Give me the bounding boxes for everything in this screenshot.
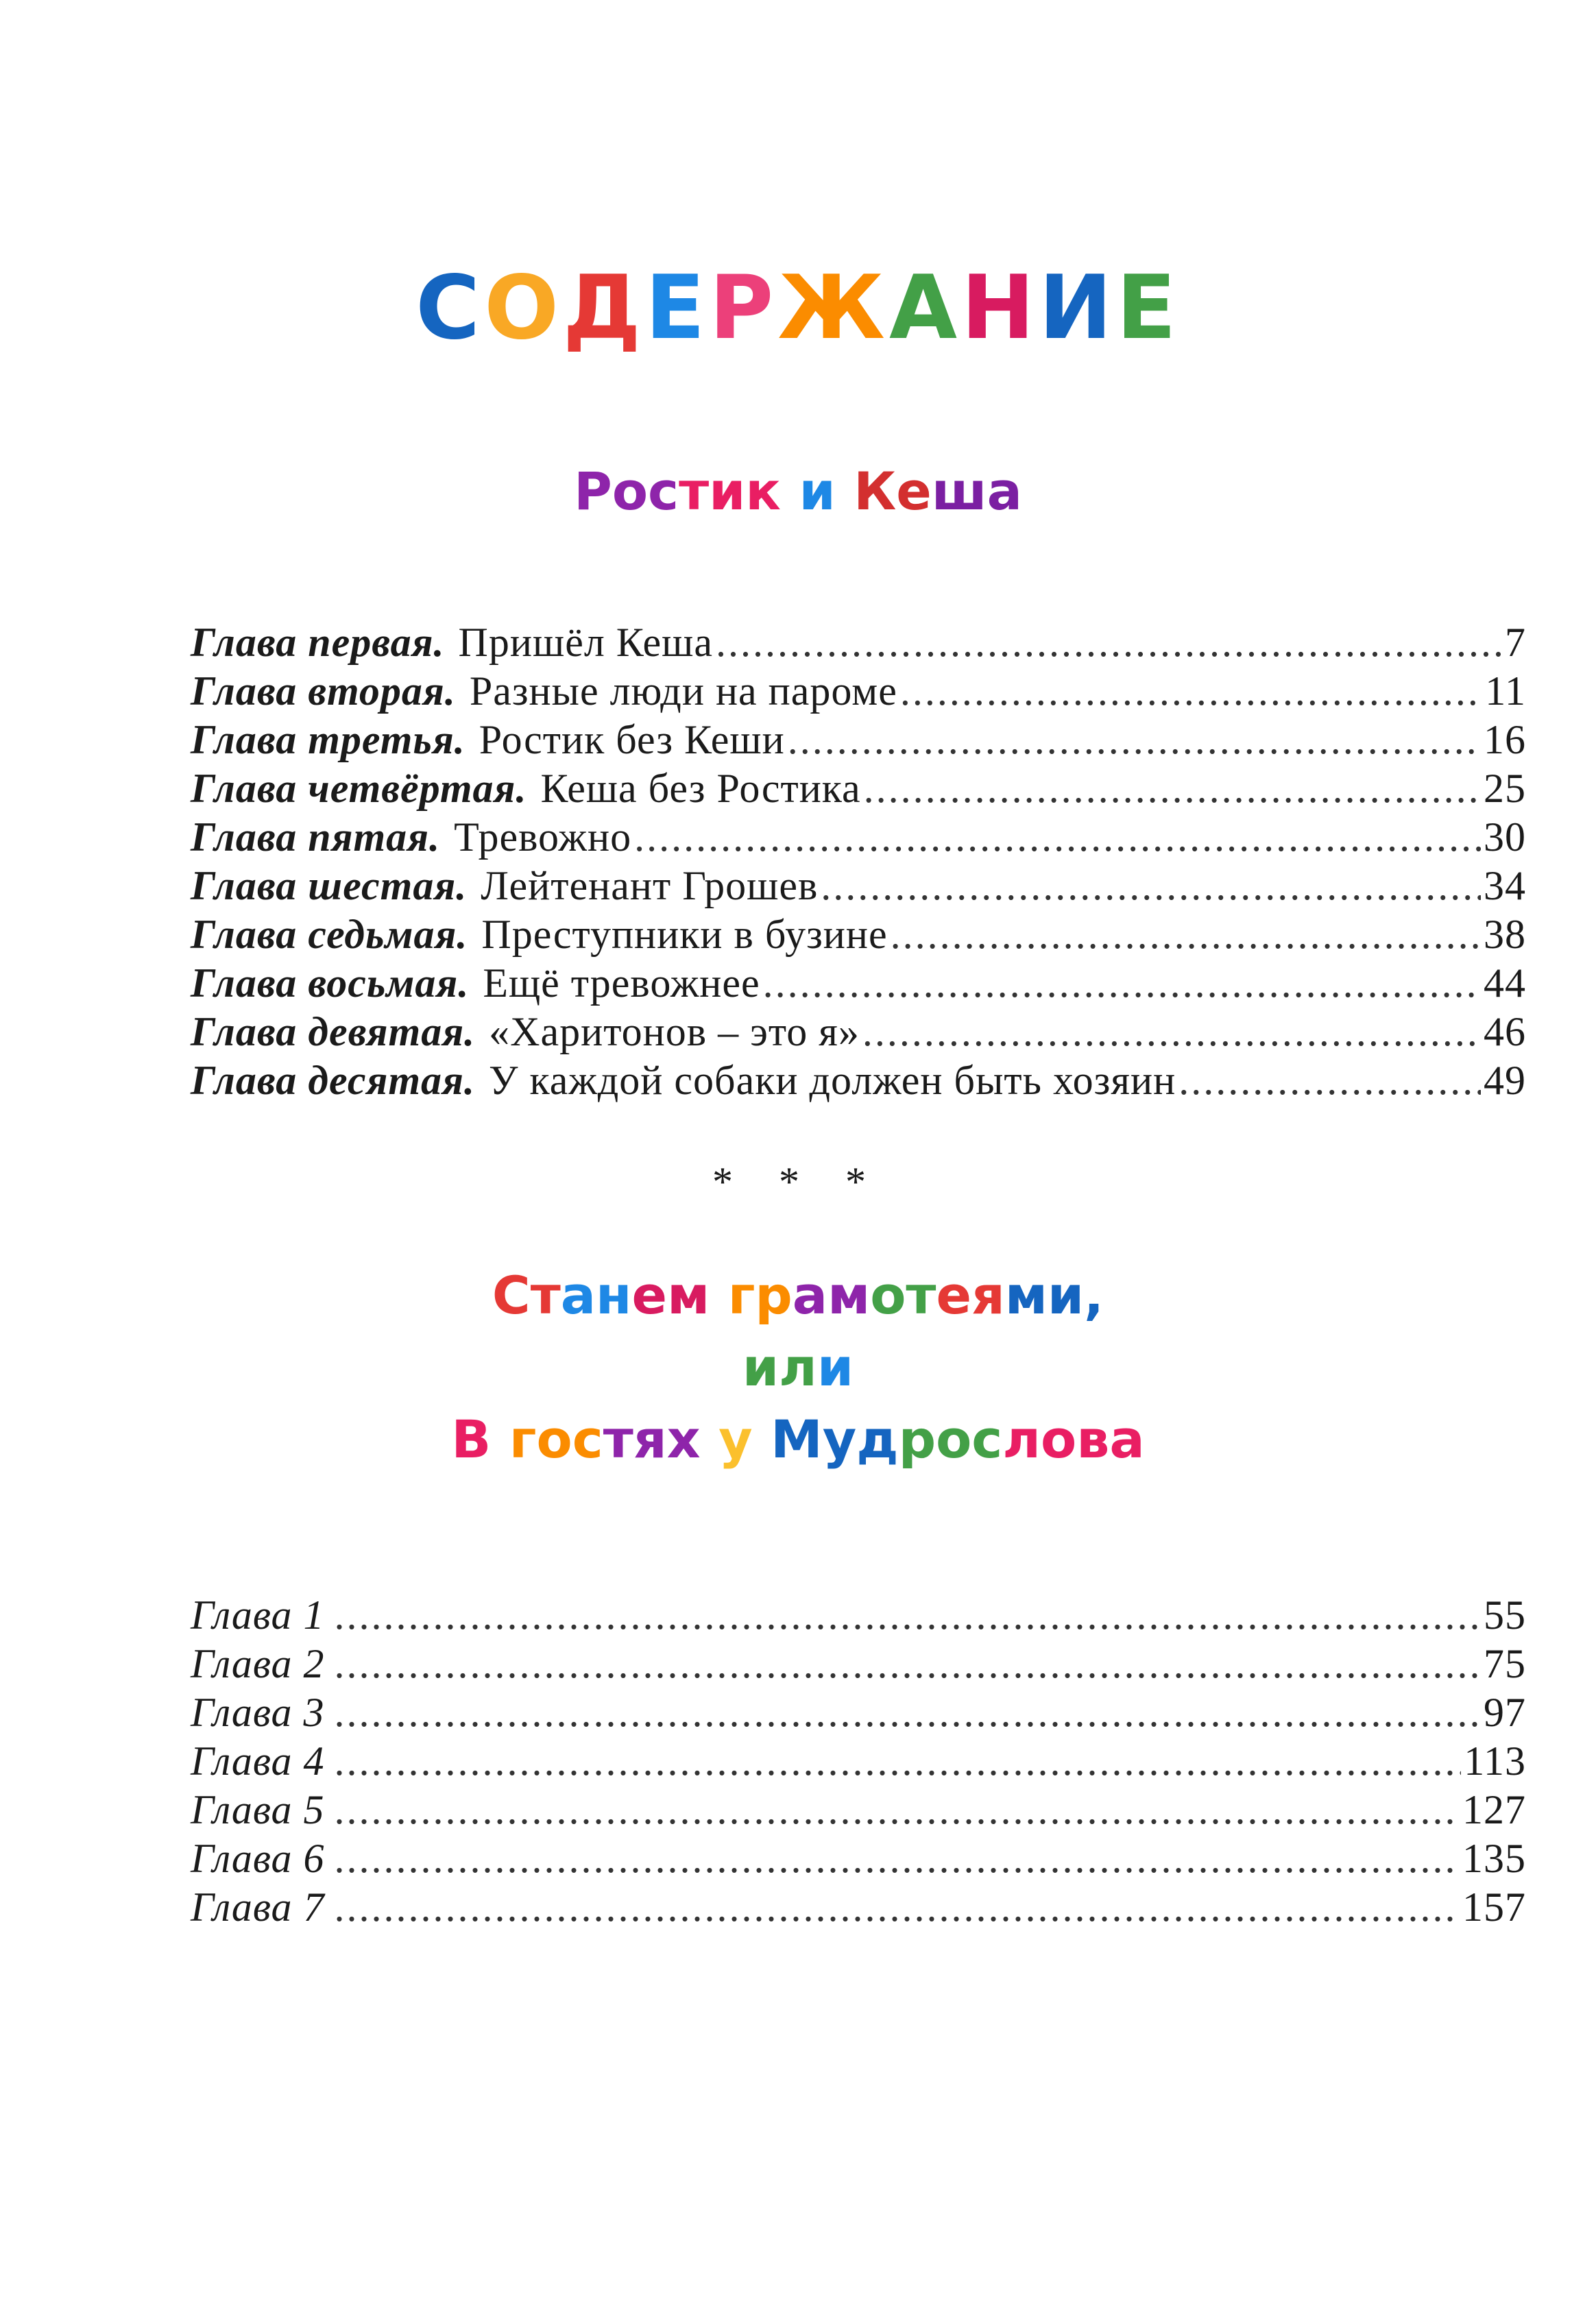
title-letter: Е (1116, 256, 1181, 359)
chapter-name: Пришёл Кеша (458, 620, 713, 665)
section-title-rostik-i-kesha (0, 456, 1596, 528)
title-fragment (753, 1409, 771, 1470)
chapter-name: Тревожно (454, 814, 632, 860)
toc-entry[interactable] (191, 1834, 1526, 1883)
title-fragment: у (718, 1408, 753, 1470)
title-fragment: ан (560, 1265, 632, 1326)
toc-entry[interactable] (191, 618, 1526, 667)
dot-leader (334, 1591, 1481, 1640)
page-number: 127 (1462, 1787, 1526, 1832)
chapter-name: Кеша без Ростика (540, 766, 861, 811)
chapter-label: Глава 7 (191, 1884, 325, 1930)
title-letter: О (484, 256, 564, 359)
title-fragment: и (799, 461, 836, 522)
chapter-label: Глава десятая. (191, 1058, 475, 1103)
title-fragment: ея (936, 1265, 1005, 1326)
title-fragment: Муд (771, 1408, 899, 1470)
dot-leader (821, 862, 1481, 910)
title-fragment: лова (1002, 1408, 1145, 1470)
toc-entry[interactable] (191, 1883, 1526, 1932)
title-letter: С (415, 256, 485, 359)
chapter-name: Ещё тревожнее (483, 960, 760, 1006)
section2-title-line (0, 1332, 1596, 1404)
page-number: 75 (1484, 1641, 1526, 1686)
title-fragment: ми, (1004, 1265, 1104, 1326)
title-fragment: рос (898, 1408, 1003, 1470)
chapter-label: Глава 1 (191, 1592, 325, 1638)
title-fragment: и (817, 1336, 854, 1398)
title-fragment: Рос (574, 461, 679, 522)
page-number: 113 (1464, 1738, 1526, 1784)
chapter-label: Глава вторая. (191, 668, 456, 714)
title-fragment: ем (631, 1265, 710, 1326)
title-fragment: В (451, 1408, 492, 1470)
dot-leader (634, 813, 1481, 862)
page-number: 55 (1484, 1592, 1526, 1638)
title-fragment: тях (603, 1408, 701, 1470)
toc-entry[interactable] (191, 1640, 1526, 1688)
dot-leader (891, 910, 1481, 959)
page-number: 38 (1484, 912, 1526, 957)
page-number: 135 (1462, 1836, 1526, 1881)
title-fragment: гр (727, 1265, 793, 1326)
chapter-label: Глава восьмая. (191, 960, 470, 1006)
chapter-label: Глава пятая. (191, 814, 441, 860)
title-letter: А (888, 256, 962, 359)
toc-entry[interactable] (191, 764, 1526, 813)
page-number: 49 (1484, 1058, 1526, 1103)
toc-entry[interactable] (191, 862, 1526, 910)
page-number: 34 (1484, 863, 1526, 908)
toc-entry[interactable] (191, 1591, 1526, 1640)
dot-leader (788, 716, 1481, 764)
chapter-label: Глава 5 (191, 1787, 325, 1832)
title-fragment (701, 1409, 718, 1470)
title-letter: Е (645, 256, 710, 359)
chapter-label: Глава седьмая. (191, 912, 468, 957)
chapter-name: Ростик без Кеши (479, 717, 785, 762)
chapter-name: Лейтенант Грошев (481, 863, 819, 908)
toc-entry[interactable] (191, 1688, 1526, 1737)
chapter-name: «Харитонов – это я» (489, 1009, 860, 1054)
toc-section-1 (191, 618, 1526, 1105)
page-title (0, 256, 1596, 359)
toc-entry[interactable] (191, 813, 1526, 862)
section-title-stanem-gramoteyami (0, 1260, 1596, 1476)
dot-leader (900, 667, 1482, 716)
chapter-name: У каждой собаки должен быть хозяин (488, 1058, 1176, 1103)
chapter-name: Разные люди на пароме (469, 668, 897, 714)
page-number: 157 (1462, 1884, 1526, 1930)
dot-leader (334, 1883, 1460, 1932)
page-number: 97 (1484, 1690, 1526, 1735)
toc-entry[interactable] (191, 1008, 1526, 1056)
toc-entry[interactable] (191, 910, 1526, 959)
section2-title-line (0, 1404, 1596, 1476)
page-number: 7 (1505, 620, 1526, 665)
title-fragment: от (870, 1265, 936, 1326)
title-fragment (836, 461, 854, 522)
dot-leader (334, 1834, 1460, 1883)
title-fragment: ил (742, 1336, 817, 1398)
title-fragment (710, 1265, 727, 1326)
title-letter: Д (563, 256, 646, 359)
title-letter: Н (961, 256, 1039, 359)
chapter-name: Преступники в бузине (481, 912, 888, 957)
title-fragment: ша (931, 461, 1022, 522)
title-letter: И (1039, 256, 1117, 359)
dot-leader (864, 764, 1481, 813)
dot-leader (334, 1640, 1481, 1688)
title-fragment: Ке (854, 461, 932, 522)
chapter-label: Глава 6 (191, 1836, 325, 1881)
title-fragment: тик (679, 461, 781, 522)
dot-leader (862, 1008, 1481, 1056)
dot-leader (334, 1786, 1460, 1834)
toc-entry[interactable] (191, 667, 1526, 716)
page-number: 46 (1484, 1009, 1526, 1054)
title-fragment: ам (792, 1265, 871, 1326)
toc-entry[interactable] (191, 959, 1526, 1008)
page-number: 44 (1484, 960, 1526, 1006)
page-number: 30 (1484, 814, 1526, 860)
chapter-label: Глава 3 (191, 1690, 325, 1735)
chapter-label: Глава девятая. (191, 1009, 476, 1054)
title-fragment: гос (509, 1408, 603, 1470)
page-number: 16 (1484, 717, 1526, 762)
title-fragment (781, 461, 799, 522)
title-letter: Р (709, 256, 778, 359)
page-number: 11 (1485, 668, 1526, 714)
dot-leader (334, 1737, 1461, 1786)
title-fragment: Ст (492, 1265, 561, 1326)
toc-entry[interactable] (191, 1737, 1526, 1786)
page-number: 25 (1484, 766, 1526, 811)
dot-leader (716, 618, 1502, 667)
section1-title-line (0, 456, 1596, 528)
chapter-label: Глава первая. (191, 620, 445, 665)
chapter-label: Глава четвёртая. (191, 766, 527, 811)
section-separator: * * * (712, 1159, 884, 1204)
chapter-label: Глава шестая. (191, 863, 468, 908)
chapter-label: Глава третья. (191, 717, 466, 762)
section2-title-line (0, 1260, 1596, 1332)
chapter-label: Глава 2 (191, 1641, 325, 1686)
chapter-label: Глава 4 (191, 1738, 325, 1784)
toc-entry[interactable] (191, 1056, 1526, 1105)
dot-leader (763, 959, 1481, 1008)
title-letter: Ж (777, 256, 889, 359)
dot-leader (1178, 1056, 1481, 1105)
toc-section-2 (191, 1591, 1526, 1932)
toc-entry[interactable] (191, 1786, 1526, 1834)
toc-entry[interactable] (191, 716, 1526, 764)
title-fragment (491, 1409, 509, 1470)
dot-leader (334, 1688, 1481, 1737)
